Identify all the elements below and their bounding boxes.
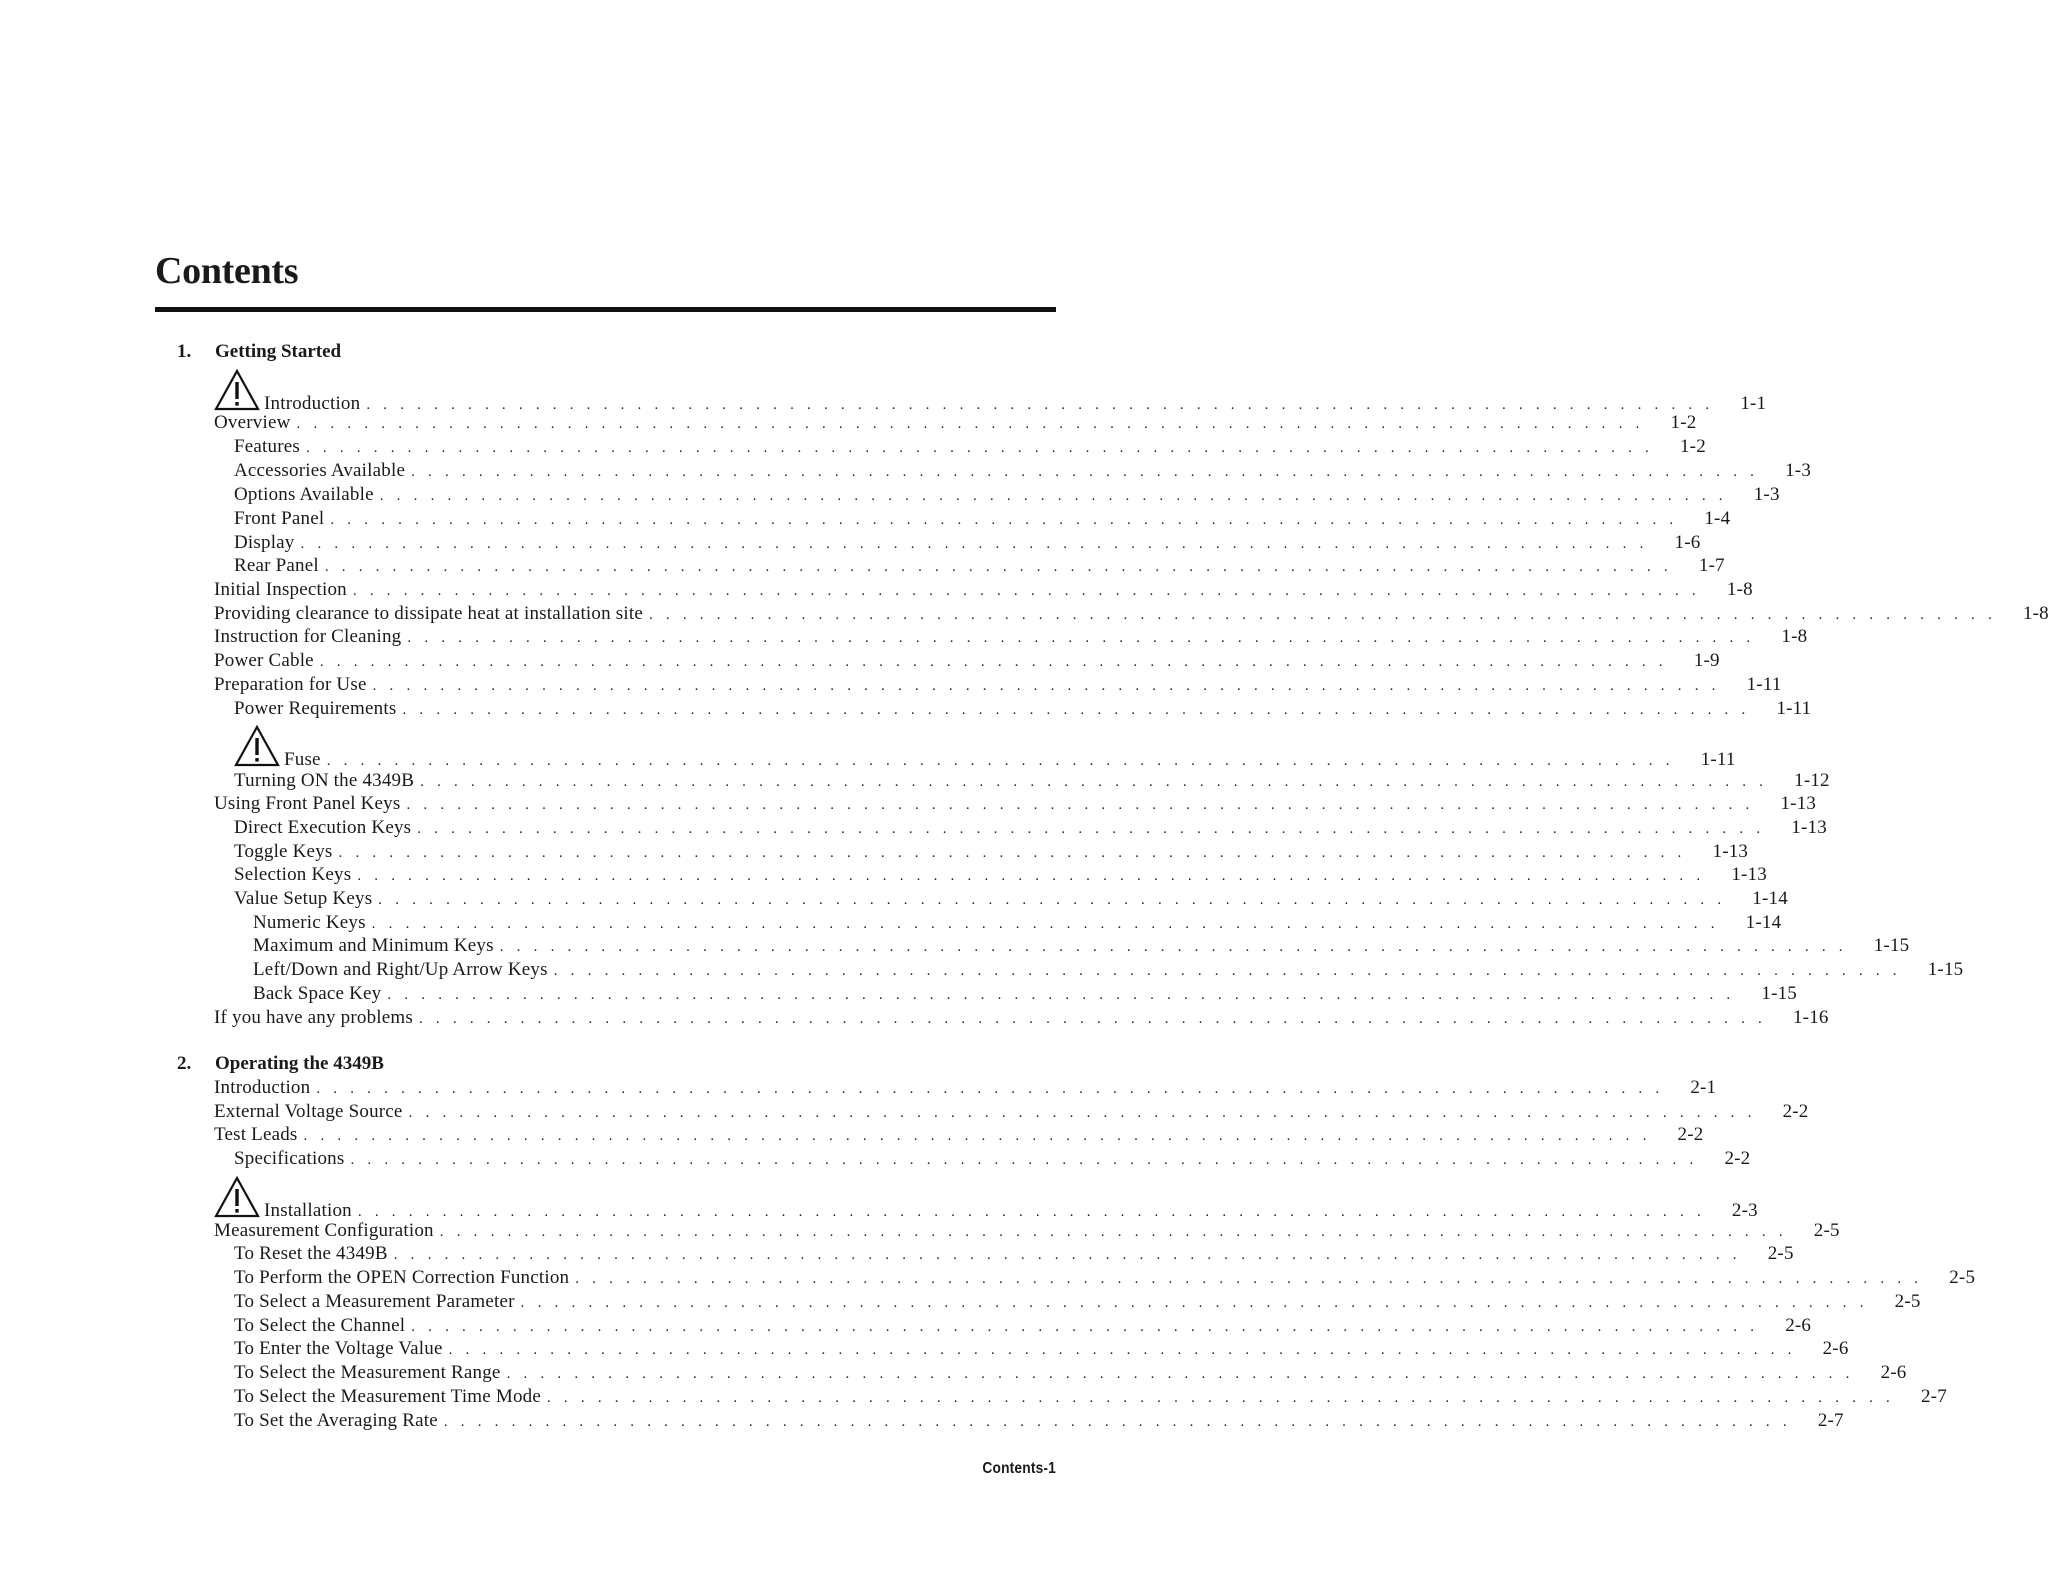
toc-page-number: 1-11 bbox=[1776, 698, 1812, 719]
toc-entry-title: Fuse bbox=[284, 749, 321, 770]
toc-entry-title: To Set the Averaging Rate bbox=[234, 1410, 438, 1431]
toc-entry-title: To Enter the Voltage Value bbox=[234, 1338, 443, 1359]
toc-entry[interactable] bbox=[234, 1315, 1812, 1336]
page-title: Contents bbox=[155, 250, 299, 292]
toc-entry-title: Introduction bbox=[214, 1077, 311, 1098]
toc-page-number: 1-13 bbox=[1731, 864, 1767, 885]
dot-leader: ................................................................................ bbox=[417, 821, 1774, 837]
toc-page-number: 1-13 bbox=[1791, 817, 1827, 838]
warning-icon bbox=[234, 725, 280, 767]
toc-page-number: 2-2 bbox=[1677, 1124, 1704, 1145]
toc-entry[interactable] bbox=[234, 508, 1731, 529]
toc-entry[interactable] bbox=[214, 367, 1767, 414]
toc-page-number: 1-3 bbox=[1753, 484, 1780, 505]
dot-leader: ................................................................................ bbox=[418, 1011, 1775, 1027]
toc-entry[interactable] bbox=[234, 532, 1701, 553]
dot-leader: ................................................................................ bbox=[303, 1128, 1660, 1144]
toc-entry[interactable] bbox=[234, 698, 1812, 719]
chapter-number: 1. bbox=[177, 341, 192, 362]
toc-page-number: 1-8 bbox=[1781, 626, 1808, 647]
toc-entry-title: Introduction bbox=[264, 393, 361, 414]
toc-entry[interactable] bbox=[234, 723, 1736, 770]
dot-leader: ................................................................................ bbox=[324, 559, 1681, 575]
toc-entry[interactable] bbox=[234, 1410, 1844, 1431]
toc-entry[interactable] bbox=[234, 1386, 1947, 1407]
dot-leader: ................................................................................ bbox=[499, 939, 1856, 955]
dot-leader: ................................................................................ bbox=[387, 987, 1744, 1003]
toc-page-number: 1-2 bbox=[1670, 412, 1697, 433]
toc-entry-title: Measurement Configuration bbox=[214, 1220, 434, 1241]
toc-entry-title: Specifications bbox=[234, 1148, 345, 1169]
toc-entry-title: Display bbox=[234, 532, 295, 553]
dot-leader: ................................................................................ bbox=[411, 1319, 1768, 1335]
toc-entry-title: To Reset the 4349B bbox=[234, 1243, 388, 1264]
dot-leader: ................................................................................ bbox=[393, 1247, 1750, 1263]
toc-entry-title: Left/Down and Right/Up Arrow Keys bbox=[253, 959, 548, 980]
toc-entry-title: Initial Inspection bbox=[214, 579, 347, 600]
dot-leader: ................................................................................ bbox=[300, 536, 1657, 552]
toc-page-number: 1-15 bbox=[1761, 983, 1798, 1004]
toc-entry[interactable] bbox=[214, 1101, 1809, 1122]
toc-page-number: 2-1 bbox=[1690, 1077, 1717, 1098]
dot-leader: ................................................................................ bbox=[443, 1414, 1800, 1430]
toc-entry-title: Numeric Keys bbox=[253, 912, 366, 933]
dot-leader: ................................................................................ bbox=[408, 1105, 1765, 1121]
toc-page-number: 1-15 bbox=[1873, 935, 1910, 956]
toc-page-number: 2-7 bbox=[1920, 1386, 1947, 1407]
toc-entry[interactable] bbox=[234, 460, 1812, 481]
dot-leader: ................................................................................ bbox=[296, 416, 1653, 432]
dot-leader: ................................................................................ bbox=[506, 1366, 1863, 1382]
dot-leader: ................................................................................ bbox=[319, 654, 1676, 670]
toc-page-number: 2-5 bbox=[1813, 1220, 1840, 1241]
toc-entry[interactable] bbox=[234, 1243, 1794, 1264]
dot-leader: ................................................................................ bbox=[439, 1224, 1796, 1240]
warning-icon bbox=[214, 369, 260, 411]
toc-page-number: 2-5 bbox=[1949, 1267, 1976, 1288]
toc-entry-title: Instruction for Cleaning bbox=[214, 626, 402, 647]
toc-entry[interactable] bbox=[234, 888, 1788, 909]
toc-page-number: 2-2 bbox=[1724, 1148, 1751, 1169]
toc-entry-title: Using Front Panel Keys bbox=[214, 793, 401, 814]
toc-entry[interactable] bbox=[253, 935, 1910, 956]
toc-entry[interactable] bbox=[234, 1267, 1976, 1288]
toc-entry-title: Direct Execution Keys bbox=[234, 817, 412, 838]
dot-leader: ................................................................................ bbox=[352, 583, 1709, 599]
toc-entry-title: Value Setup Keys bbox=[234, 888, 373, 909]
toc-entry-title: Selection Keys bbox=[234, 864, 352, 885]
dot-leader: ................................................................................ bbox=[407, 630, 1764, 646]
toc-entry-title: Installation bbox=[264, 1200, 352, 1221]
toc-entry[interactable] bbox=[234, 436, 1706, 457]
toc-entry[interactable] bbox=[234, 770, 1830, 791]
toc-page-number: 1-7 bbox=[1698, 555, 1725, 576]
dot-leader: ................................................................................ bbox=[420, 774, 1777, 790]
toc-entry-title: Providing clearance to dissipate heat at installation site bbox=[214, 603, 643, 624]
toc-page-number: 2-5 bbox=[1767, 1243, 1794, 1264]
toc-entry-title: To Select the Channel bbox=[234, 1315, 406, 1336]
toc-page-number: 1-3 bbox=[1785, 460, 1812, 481]
toc-entry[interactable] bbox=[214, 650, 1720, 671]
dot-leader: ................................................................................ bbox=[350, 1152, 1707, 1168]
toc-entry[interactable] bbox=[214, 793, 1817, 814]
dot-leader: ................................................................................ bbox=[316, 1081, 1673, 1097]
dot-leader: ................................................................................ bbox=[357, 1204, 1714, 1220]
toc-entry[interactable] bbox=[214, 1077, 1717, 1098]
dot-leader: ................................................................................ bbox=[305, 440, 1662, 456]
toc-entry-title: Preparation for Use bbox=[214, 674, 367, 695]
toc-page-number: 1-9 bbox=[1693, 650, 1720, 671]
dot-leader: ................................................................................ bbox=[371, 916, 1728, 932]
dot-leader: ................................................................................ bbox=[648, 607, 2005, 623]
toc-entry[interactable] bbox=[234, 1291, 1921, 1312]
toc-page-number: 2-2 bbox=[1782, 1101, 1809, 1122]
toc-entry[interactable] bbox=[234, 841, 1749, 862]
toc-entry-title: Accessories Available bbox=[234, 460, 406, 481]
dot-leader: ................................................................................ bbox=[338, 845, 1695, 861]
page-footer: Contents-1 bbox=[982, 1460, 1056, 1477]
toc-entry[interactable] bbox=[234, 555, 1725, 576]
dot-leader: ................................................................................ bbox=[575, 1271, 1932, 1287]
toc-entry[interactable] bbox=[234, 1338, 1849, 1359]
dot-leader: ................................................................................ bbox=[448, 1342, 1805, 1358]
toc-entry[interactable] bbox=[214, 1174, 1758, 1221]
dot-leader: ................................................................................ bbox=[326, 753, 1683, 769]
toc-entry-title: Turning ON the 4349B bbox=[234, 770, 415, 791]
toc-entry-title: Maximum and Minimum Keys bbox=[253, 935, 494, 956]
toc-entry[interactable] bbox=[214, 674, 1782, 695]
chapter-title: Operating the 4349B bbox=[215, 1053, 384, 1074]
toc-entry-title: To Select the Measurement Time Mode bbox=[234, 1386, 541, 1407]
dot-leader: ................................................................................ bbox=[406, 797, 1763, 813]
dot-leader: ................................................................................ bbox=[553, 963, 1910, 979]
toc-entry[interactable] bbox=[214, 412, 1697, 433]
toc-entry-title: To Select the Measurement Range bbox=[234, 1362, 501, 1383]
toc-page-number: 1-2 bbox=[1679, 436, 1706, 457]
toc-entry[interactable] bbox=[253, 983, 1798, 1004]
toc-entry-title: Toggle Keys bbox=[234, 841, 333, 862]
toc-entry-title: Power Cable bbox=[214, 650, 314, 671]
dot-leader: ................................................................................ bbox=[411, 464, 1768, 480]
toc-page-number: 1-13 bbox=[1712, 841, 1749, 862]
toc-entry[interactable] bbox=[214, 603, 2049, 624]
toc-entry-title: To Select a Measurement Parameter bbox=[234, 1291, 515, 1312]
toc-entry[interactable] bbox=[234, 484, 1780, 505]
toc-entry[interactable] bbox=[253, 912, 1782, 933]
toc-entry-title: Back Space Key bbox=[253, 983, 382, 1004]
toc-page-number: 1-11 bbox=[1746, 674, 1782, 695]
toc-entry-title: Test Leads bbox=[214, 1124, 298, 1145]
toc-entry[interactable] bbox=[234, 864, 1767, 885]
title-rule bbox=[155, 307, 1056, 312]
toc-entry-title: Power Requirements bbox=[234, 698, 397, 719]
warning-icon bbox=[214, 1176, 260, 1218]
toc-entry[interactable] bbox=[253, 959, 1964, 980]
toc-page-number: 1-16 bbox=[1792, 1007, 1829, 1028]
toc-page-number: 1-6 bbox=[1674, 532, 1701, 553]
toc-entry-title: Options Available bbox=[234, 484, 374, 505]
dot-leader: ................................................................................ bbox=[372, 678, 1729, 694]
dot-leader: ................................................................................ bbox=[330, 512, 1687, 528]
chapter-title: Getting Started bbox=[215, 341, 342, 362]
toc-entry-title: Features bbox=[234, 436, 300, 457]
toc-page-number: 1-1 bbox=[1740, 393, 1767, 414]
dot-leader: ................................................................................ bbox=[357, 868, 1714, 884]
dot-leader: ................................................................................ bbox=[378, 892, 1735, 908]
toc-page-number: 2-5 bbox=[1894, 1291, 1921, 1312]
toc-entry-title: To Perform the OPEN Correction Function bbox=[234, 1267, 570, 1288]
toc-page-number: 1-4 bbox=[1704, 508, 1731, 529]
toc-entry-title: Front Panel bbox=[234, 508, 325, 529]
toc-page-number: 1-12 bbox=[1794, 770, 1830, 791]
toc-page-number: 1-14 bbox=[1752, 888, 1788, 909]
toc-page-number: 1-15 bbox=[1927, 959, 1964, 980]
toc-entry[interactable] bbox=[234, 1362, 1907, 1383]
dot-leader: ................................................................................ bbox=[366, 397, 1723, 413]
toc-page-number: 1-8 bbox=[2022, 603, 2049, 624]
dot-leader: ................................................................................ bbox=[402, 702, 1759, 718]
toc-entry-title: If you have any problems bbox=[214, 1007, 413, 1028]
toc-page-number: 1-13 bbox=[1780, 793, 1817, 814]
toc-entry-title: External Voltage Source bbox=[214, 1101, 403, 1122]
toc-page-number: 2-3 bbox=[1731, 1200, 1758, 1221]
toc-page-number: 1-11 bbox=[1700, 749, 1736, 770]
toc-entry[interactable] bbox=[214, 1124, 1704, 1145]
dot-leader: ................................................................................ bbox=[379, 488, 1736, 504]
toc-entry[interactable] bbox=[234, 1148, 1751, 1169]
toc-entry[interactable] bbox=[214, 579, 1753, 600]
toc-entry-title: Overview bbox=[214, 412, 291, 433]
toc-entry[interactable] bbox=[214, 626, 1808, 647]
dot-leader: ................................................................................ bbox=[546, 1390, 1903, 1406]
toc-page-number: 1-14 bbox=[1745, 912, 1782, 933]
toc-entry-title: Rear Panel bbox=[234, 555, 319, 576]
toc-entry[interactable] bbox=[214, 1007, 1829, 1028]
dot-leader: ................................................................................ bbox=[520, 1295, 1877, 1311]
toc-page-number: 1-8 bbox=[1726, 579, 1753, 600]
toc-entry[interactable] bbox=[234, 817, 1827, 838]
toc-page-number: 2-6 bbox=[1785, 1315, 1812, 1336]
toc-page-number: 2-6 bbox=[1822, 1338, 1849, 1359]
toc-page-number: 2-7 bbox=[1817, 1410, 1844, 1431]
toc-page-number: 2-6 bbox=[1880, 1362, 1907, 1383]
toc-entry[interactable] bbox=[214, 1220, 1840, 1241]
chapter-number: 2. bbox=[177, 1053, 192, 1074]
